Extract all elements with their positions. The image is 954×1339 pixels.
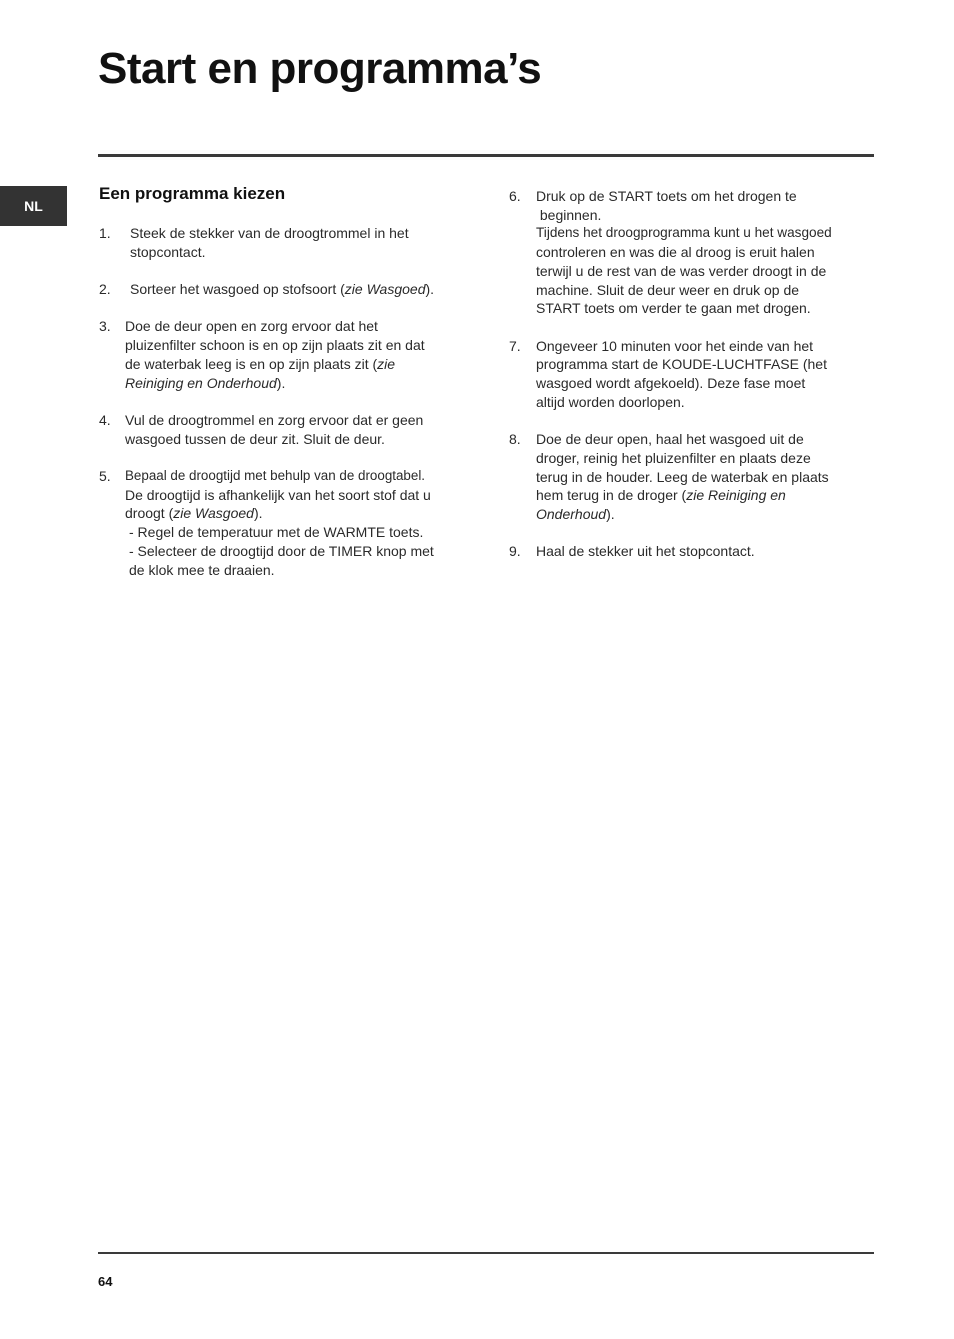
list-item: [99, 317, 469, 392]
list-item: [509, 542, 869, 561]
cross-reference: zie Reiniging en: [686, 487, 786, 504]
page-title: Start en programma’s: [98, 44, 542, 93]
item-text: [125, 317, 469, 392]
item-number: 2.: [99, 281, 111, 298]
item-number: 9.: [509, 543, 521, 560]
item-line: [536, 505, 869, 524]
section-heading: Een programma kiezen: [99, 184, 286, 203]
item-line: terug in de houder. Leeg de waterbak en plaats: [536, 468, 829, 485]
language-tab: NL: [0, 186, 67, 226]
item-number: 3.: [99, 318, 111, 335]
item-line: programma start de KOUDE-LUCHTFASE (het: [536, 356, 827, 373]
list-item: [509, 187, 869, 318]
item-line: controleren en was die al droog is eruit halen: [536, 244, 815, 261]
item-line: wasgoed wordt afgekoeld). Deze fase moet: [536, 375, 806, 392]
sub-step: - Regel de temperatuur met de WARMTE toets.: [129, 524, 424, 541]
item-line: [130, 280, 469, 299]
item-text-segment: Sorteer het wasgoed op stofsoort (: [130, 281, 345, 298]
item-number: 1.: [99, 225, 111, 241]
cross-reference: Onderhoud: [536, 505, 607, 522]
item-line: pluizenfilter schoon is en op zijn plaats zit en dat: [125, 337, 425, 354]
item-text: [125, 411, 469, 448]
item-line: machine. Sluit de deur weer en druk op de: [536, 281, 800, 298]
item-text: [536, 430, 869, 524]
item-text: [536, 337, 869, 412]
item-line: wasgoed tussen de deur zit. Sluit de deur.: [125, 430, 385, 447]
top-divider: [98, 154, 874, 157]
bottom-divider: [98, 1252, 874, 1254]
item-number: 5.: [99, 468, 111, 485]
cross-reference: zie Wasgoed: [173, 505, 254, 522]
item-line: Vul de droogtrommel en zorg ervoor dat er geen: [125, 411, 424, 428]
item-line: [536, 486, 869, 505]
item-line: De droogtijd is afhankelijk van het soort stof dat u: [125, 486, 431, 503]
item-text-segment: ).: [276, 374, 286, 391]
item-text: [536, 542, 869, 561]
item-number: 4.: [99, 411, 111, 428]
list-item: [99, 467, 469, 579]
item-text-segment: droogt (: [125, 505, 174, 522]
item-line: [125, 374, 469, 393]
item-line: Haal de stekker uit het stopcontact.: [536, 543, 755, 560]
item-line: Doe de deur open en zorg ervoor dat het: [125, 318, 378, 335]
item-text-segment: de waterbak leeg is en op zijn plaats zit (: [125, 355, 378, 372]
item-line: stopcontact.: [130, 243, 206, 260]
item-line: beginnen.: [536, 206, 602, 223]
list-item: [99, 224, 469, 261]
item-line: altijd worden doorlopen.: [536, 393, 685, 410]
list-item: [99, 411, 469, 448]
sub-step: de klok mee te draaien.: [129, 561, 275, 578]
right-column: [509, 187, 869, 580]
list-item: [509, 337, 869, 412]
item-line: [125, 355, 469, 374]
cross-reference: zie: [377, 355, 396, 372]
item-number: 6.: [509, 188, 521, 204]
item-line: Ongeveer 10 minuten voor het einde van het: [536, 337, 814, 354]
item-text-segment: hem terug in de droger (: [536, 487, 687, 504]
item-number: 8.: [509, 431, 521, 448]
sub-step: - Selecteer de droogtijd door de TIMER knop met: [129, 542, 434, 559]
cross-reference: Reiniging en Onderhoud: [125, 374, 277, 391]
item-line: Doe de deur open, haal het wasgoed uit de: [536, 431, 804, 448]
item-line: Druk op de START toets om het drogen te: [536, 188, 797, 204]
item-line: Bepaal de droogtijd met behulp van de droogtabel.: [125, 468, 426, 484]
item-text: [125, 467, 469, 579]
item-text: [130, 280, 469, 299]
list-item: [509, 430, 869, 524]
item-line: START toets om verder te gaan met drogen.: [536, 300, 811, 317]
item-text-segment: ).: [253, 505, 263, 522]
left-column: [99, 224, 469, 598]
item-text-segment: ).: [425, 281, 435, 298]
item-line: droger, reinig het pluizenfilter en plaats deze: [536, 449, 811, 466]
cross-reference: zie Wasgoed: [344, 281, 426, 298]
item-text-segment: ).: [606, 505, 615, 522]
item-line: terwijl u de rest van de was verder droogt in de: [536, 262, 827, 279]
item-line: Tijdens het droogprogramma kunt u het wasgoed: [536, 225, 832, 241]
item-text: [536, 187, 869, 318]
item-line: [125, 504, 469, 523]
item-line: Steek de stekker van de droogtrommel in het: [130, 225, 409, 241]
list-item: [99, 280, 469, 299]
item-number: 7.: [509, 337, 521, 354]
page-number: 64: [98, 1274, 113, 1289]
item-text: [130, 224, 469, 261]
